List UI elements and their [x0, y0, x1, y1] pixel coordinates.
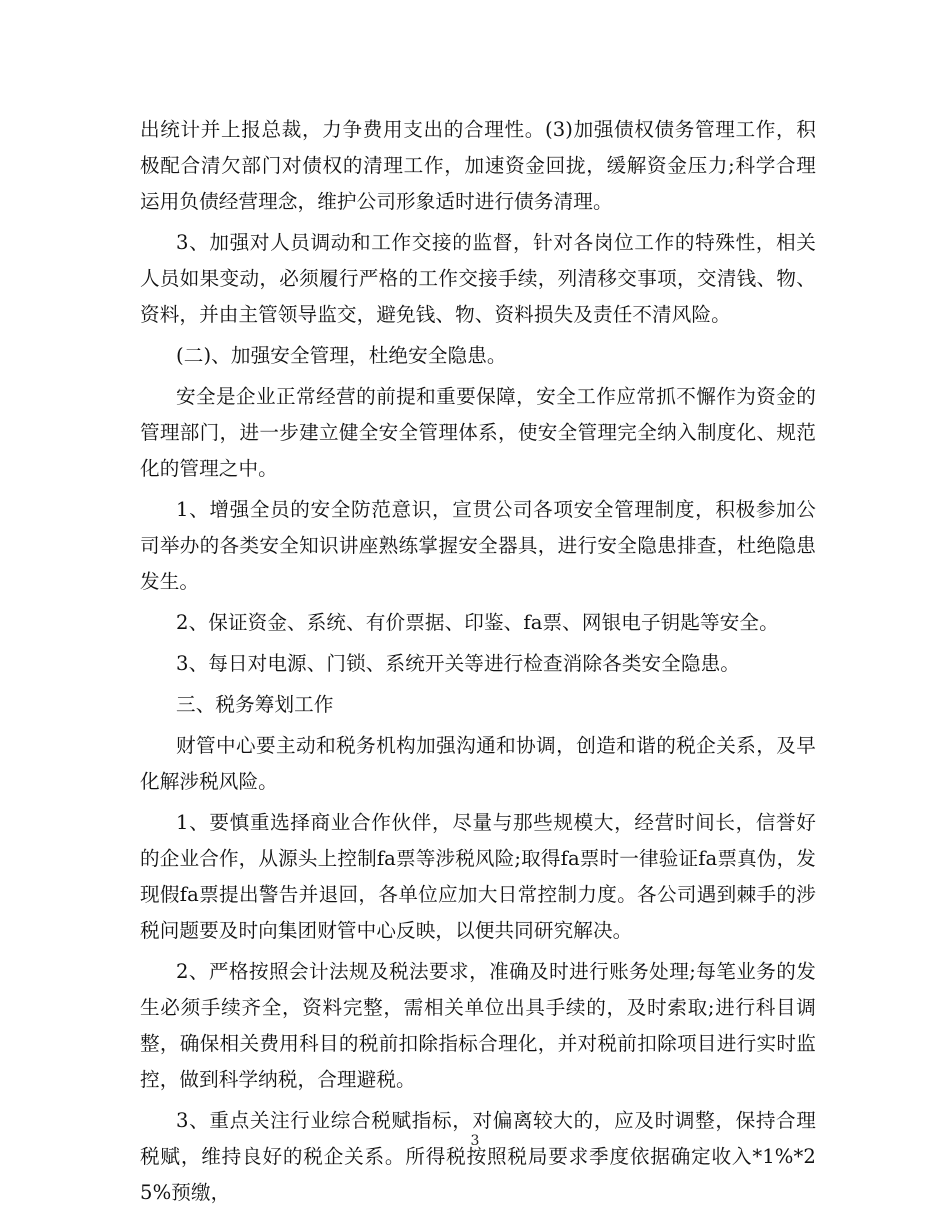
paragraph: 3、每日对电源、门锁、系统开关等进行检查消除各类安全隐患。	[176, 652, 740, 675]
paragraph: 2、严格按照会计法规及税法要求，准确及时进行账务处理;每笔业务的发生必须手续齐全，资料完整，需相关单位出具手续的，及时索取;进行科目调整，确保相关费用科目的税前扣除指标合理化，并对税前扣除项目进行实时监控，做到科学纳税，合理避税。	[140, 960, 816, 1091]
paragraph: 财管中心要主动和税务机构加强沟通和协调，创造和谐的税企关系，及早化解涉税风险。	[140, 734, 816, 793]
paragraph: 安全是企业正常经营的前提和重要保障，安全工作应常抓不懈作为资金的管理部门，进一步建立健全安全管理体系，使安全管理完全纳入制度化、规范化的管理之中。	[140, 385, 816, 480]
paragraph: 1、增强全员的安全防范意识，宣贯公司各项安全管理制度，积极参加公司举办的各类安全知识讲座熟练掌握安全器具，进行安全隐患排查，杜绝隐患发生。	[140, 498, 816, 593]
section-heading: 三、税务筹划工作	[176, 693, 334, 716]
paragraph: 3、加强对人员调动和工作交接的监督，针对各岗位工作的特殊性，相关人员如果变动，必须履行严格的工作交接手续，列清移交事项，交清钱、物、资料，并由主管领导监交，避免钱、物、资料损失及责任不清风险。	[140, 231, 816, 326]
paragraph: 3、重点关注行业综合税赋指标，对偏离较大的，应及时调整，保持合理税赋，维持良好的税企关系。所得税按照税局要求季度依据确定收入*1%*25%预缴，	[140, 1109, 816, 1204]
section-heading: (二)、加强安全管理，杜绝安全隐患。	[176, 344, 507, 367]
paragraph: 2、保证资金、系统、有价票据、印鉴、fa票、网银电子钥匙等安全。	[176, 611, 779, 634]
paragraph: 出统计并上报总裁，力争费用支出的合理性。(3)加强债权债务管理工作，积极配合清欠部门对债权的清理工作，加速资金回拢，缓解资金压力;科学合理运用负债经营理念，维护公司形象适时进行债务清理。	[140, 118, 816, 213]
page-number: 3	[470, 1133, 480, 1149]
document-body	[140, 112, 816, 1216]
paragraph: 1、要慎重选择商业合作伙伴，尽量与那些规模大，经营时间长，信誉好的企业合作，从源头上控制fa票等涉税风险;取得fa票时一律验证fa票真伪，发现假fa票提出警告并退回，各单位应加大日常控制力度。各公司遇到棘手的涉税问题要及时向集团财管中心反映，以便共同研究解决。	[140, 811, 816, 942]
